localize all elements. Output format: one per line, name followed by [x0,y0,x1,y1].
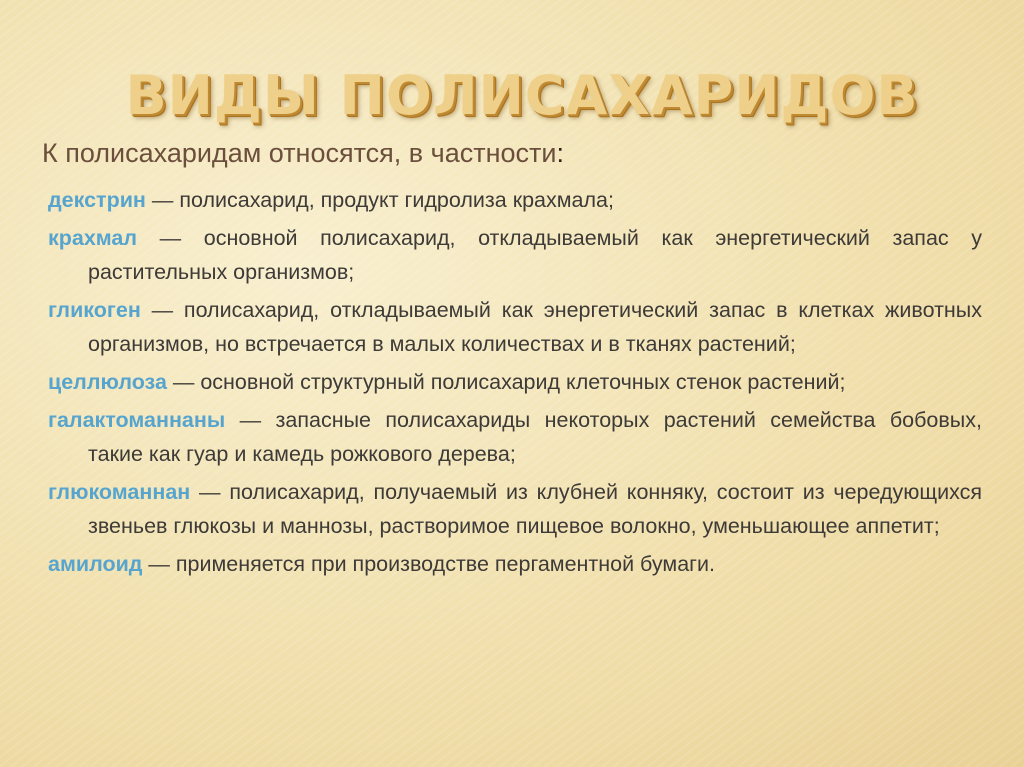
definition-glucomannan: — полисахарид, получаемый из клубней конняку, состоит из чередующихся звеньев глюкозы и маннозы, растворимое пищевое волокно, уменьшающее аппетит; [88,480,982,538]
definition-amyloid: — применяется при производстве пергаментной бумаги. [142,552,715,576]
list-item-galactomannans [48,403,982,471]
list-item-glucomannan [48,475,982,543]
intro-line [42,131,564,175]
term-amyloid: амилоид [48,552,143,576]
list-item-cellulose [48,365,982,399]
term-glucomannan: глюкоманнан [48,480,191,504]
list-item-glycogen [48,293,982,361]
term-dextrin: декстрин [48,188,146,212]
definition-dextrin: — полисахарид, продукт гидролиза крахмала; [145,188,614,212]
definition-glycogen: — полисахарид, откладываемый как энергетический запас в клетках животных организмов, но встречается в малых количествах и в тканях растений; [88,298,982,356]
polysaccharide-list [48,183,982,585]
term-glycogen: гликоген [48,298,141,322]
definition-cellulose: — основной структурный полисахарид клеточных стенок растений; [166,370,846,394]
term-cellulose: целлюлоза [48,370,167,394]
slide-title: ВИДЫ ПОЛИСАХАРИДОВ [125,64,919,127]
intro-colon: : [556,138,564,168]
term-starch: крахмал [48,226,138,250]
definition-starch: — основной полисахарид, откладываемый как энергетический запас у растительных организмов; [88,226,982,284]
list-item-dextrin [48,183,982,217]
definition-galactomannans: — запасные полисахариды некоторых растений семейства бобовых, такие как гуар и камедь рожкового дерева; [88,408,982,466]
intro-text: К полисахаридам относятся, в частности [42,138,557,168]
list-item-amyloid [48,547,982,581]
term-galactomannans: галактоманнаны [48,408,226,432]
list-item-starch [48,221,982,289]
